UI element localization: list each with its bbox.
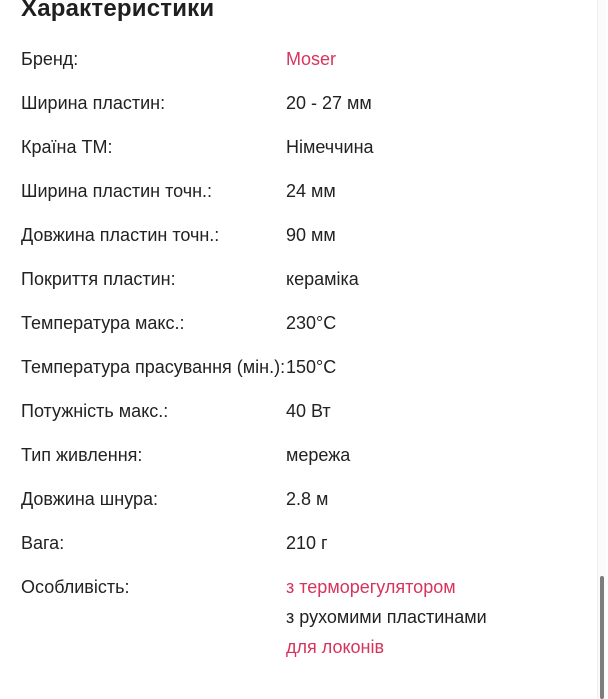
scrollbar-thumb[interactable]: [600, 576, 604, 699]
spec-label: Довжина пластин точн.:: [21, 225, 220, 245]
spec-values: [286, 308, 598, 338]
spec-value: 210 г: [286, 533, 328, 553]
spec-value: 230°C: [286, 313, 337, 333]
spec-row-brand: [0, 44, 598, 74]
spec-label: Покриття пластин:: [21, 269, 176, 289]
spec-label: Довжина шнура:: [21, 489, 159, 509]
brand-link[interactable]: Moser: [286, 49, 337, 69]
spec-label: Вага:: [21, 533, 65, 553]
spec-row-plate-width-exact: [0, 176, 598, 206]
spec-value: мережа: [286, 445, 351, 465]
spec-label: Ширина пластин:: [21, 93, 166, 113]
spec-row-cord-length: [0, 484, 598, 514]
spec-values: [286, 44, 598, 74]
spec-row-max-power: [0, 396, 598, 426]
spec-value: 2.8 м: [286, 489, 329, 509]
spec-values: [286, 132, 598, 162]
spec-values: [286, 176, 598, 206]
spec-row-plate-width: [0, 88, 598, 118]
spec-row-features: [0, 572, 598, 662]
spec-values: [286, 440, 598, 470]
spec-label: Температура прасування (мін.):: [21, 357, 286, 377]
spec-value: 90 мм: [286, 225, 336, 245]
spec-value: 20 - 27 мм: [286, 93, 372, 113]
spec-row-plate-length-exact: [0, 220, 598, 250]
spec-label: Ширина пластин точн.:: [21, 181, 213, 201]
spec-label: Тип живлення:: [21, 445, 143, 465]
spec-values: [286, 352, 598, 382]
spec-label: Особливість:: [21, 577, 130, 597]
spec-list: [0, 44, 598, 676]
spec-row-weight: [0, 528, 598, 558]
spec-values: [286, 484, 598, 514]
spec-value: Німеччина: [286, 137, 374, 157]
spec-values: [286, 572, 598, 662]
spec-value: 24 мм: [286, 181, 336, 201]
spec-row-power-type: [0, 440, 598, 470]
spec-label: Потужність макс.:: [21, 401, 169, 421]
spec-value: 40 Вт: [286, 401, 331, 421]
spec-row-country: [0, 132, 598, 162]
spec-values: [286, 264, 598, 294]
section-title: Характеристики: [21, 0, 215, 22]
spec-value: 150°C: [286, 357, 337, 377]
feature-link-curls[interactable]: для локонів: [286, 637, 385, 657]
spec-value: кераміка: [286, 269, 359, 289]
spec-values: [286, 88, 598, 118]
spec-row-min-ironing-temperature: [0, 352, 598, 382]
spec-row-plate-coating: [0, 264, 598, 294]
spec-values: [286, 220, 598, 250]
feature-link-thermoregulator[interactable]: з терморегулятором: [286, 577, 456, 597]
spec-values: [286, 396, 598, 426]
spec-label: Температура макс.:: [21, 313, 185, 333]
spec-row-max-temperature: [0, 308, 598, 338]
spec-label: Бренд:: [21, 49, 79, 69]
spec-label: Країна ТМ:: [21, 137, 113, 157]
spec-values: [286, 528, 598, 558]
feature-floating-plates: з рухомими пластинами: [286, 607, 487, 627]
